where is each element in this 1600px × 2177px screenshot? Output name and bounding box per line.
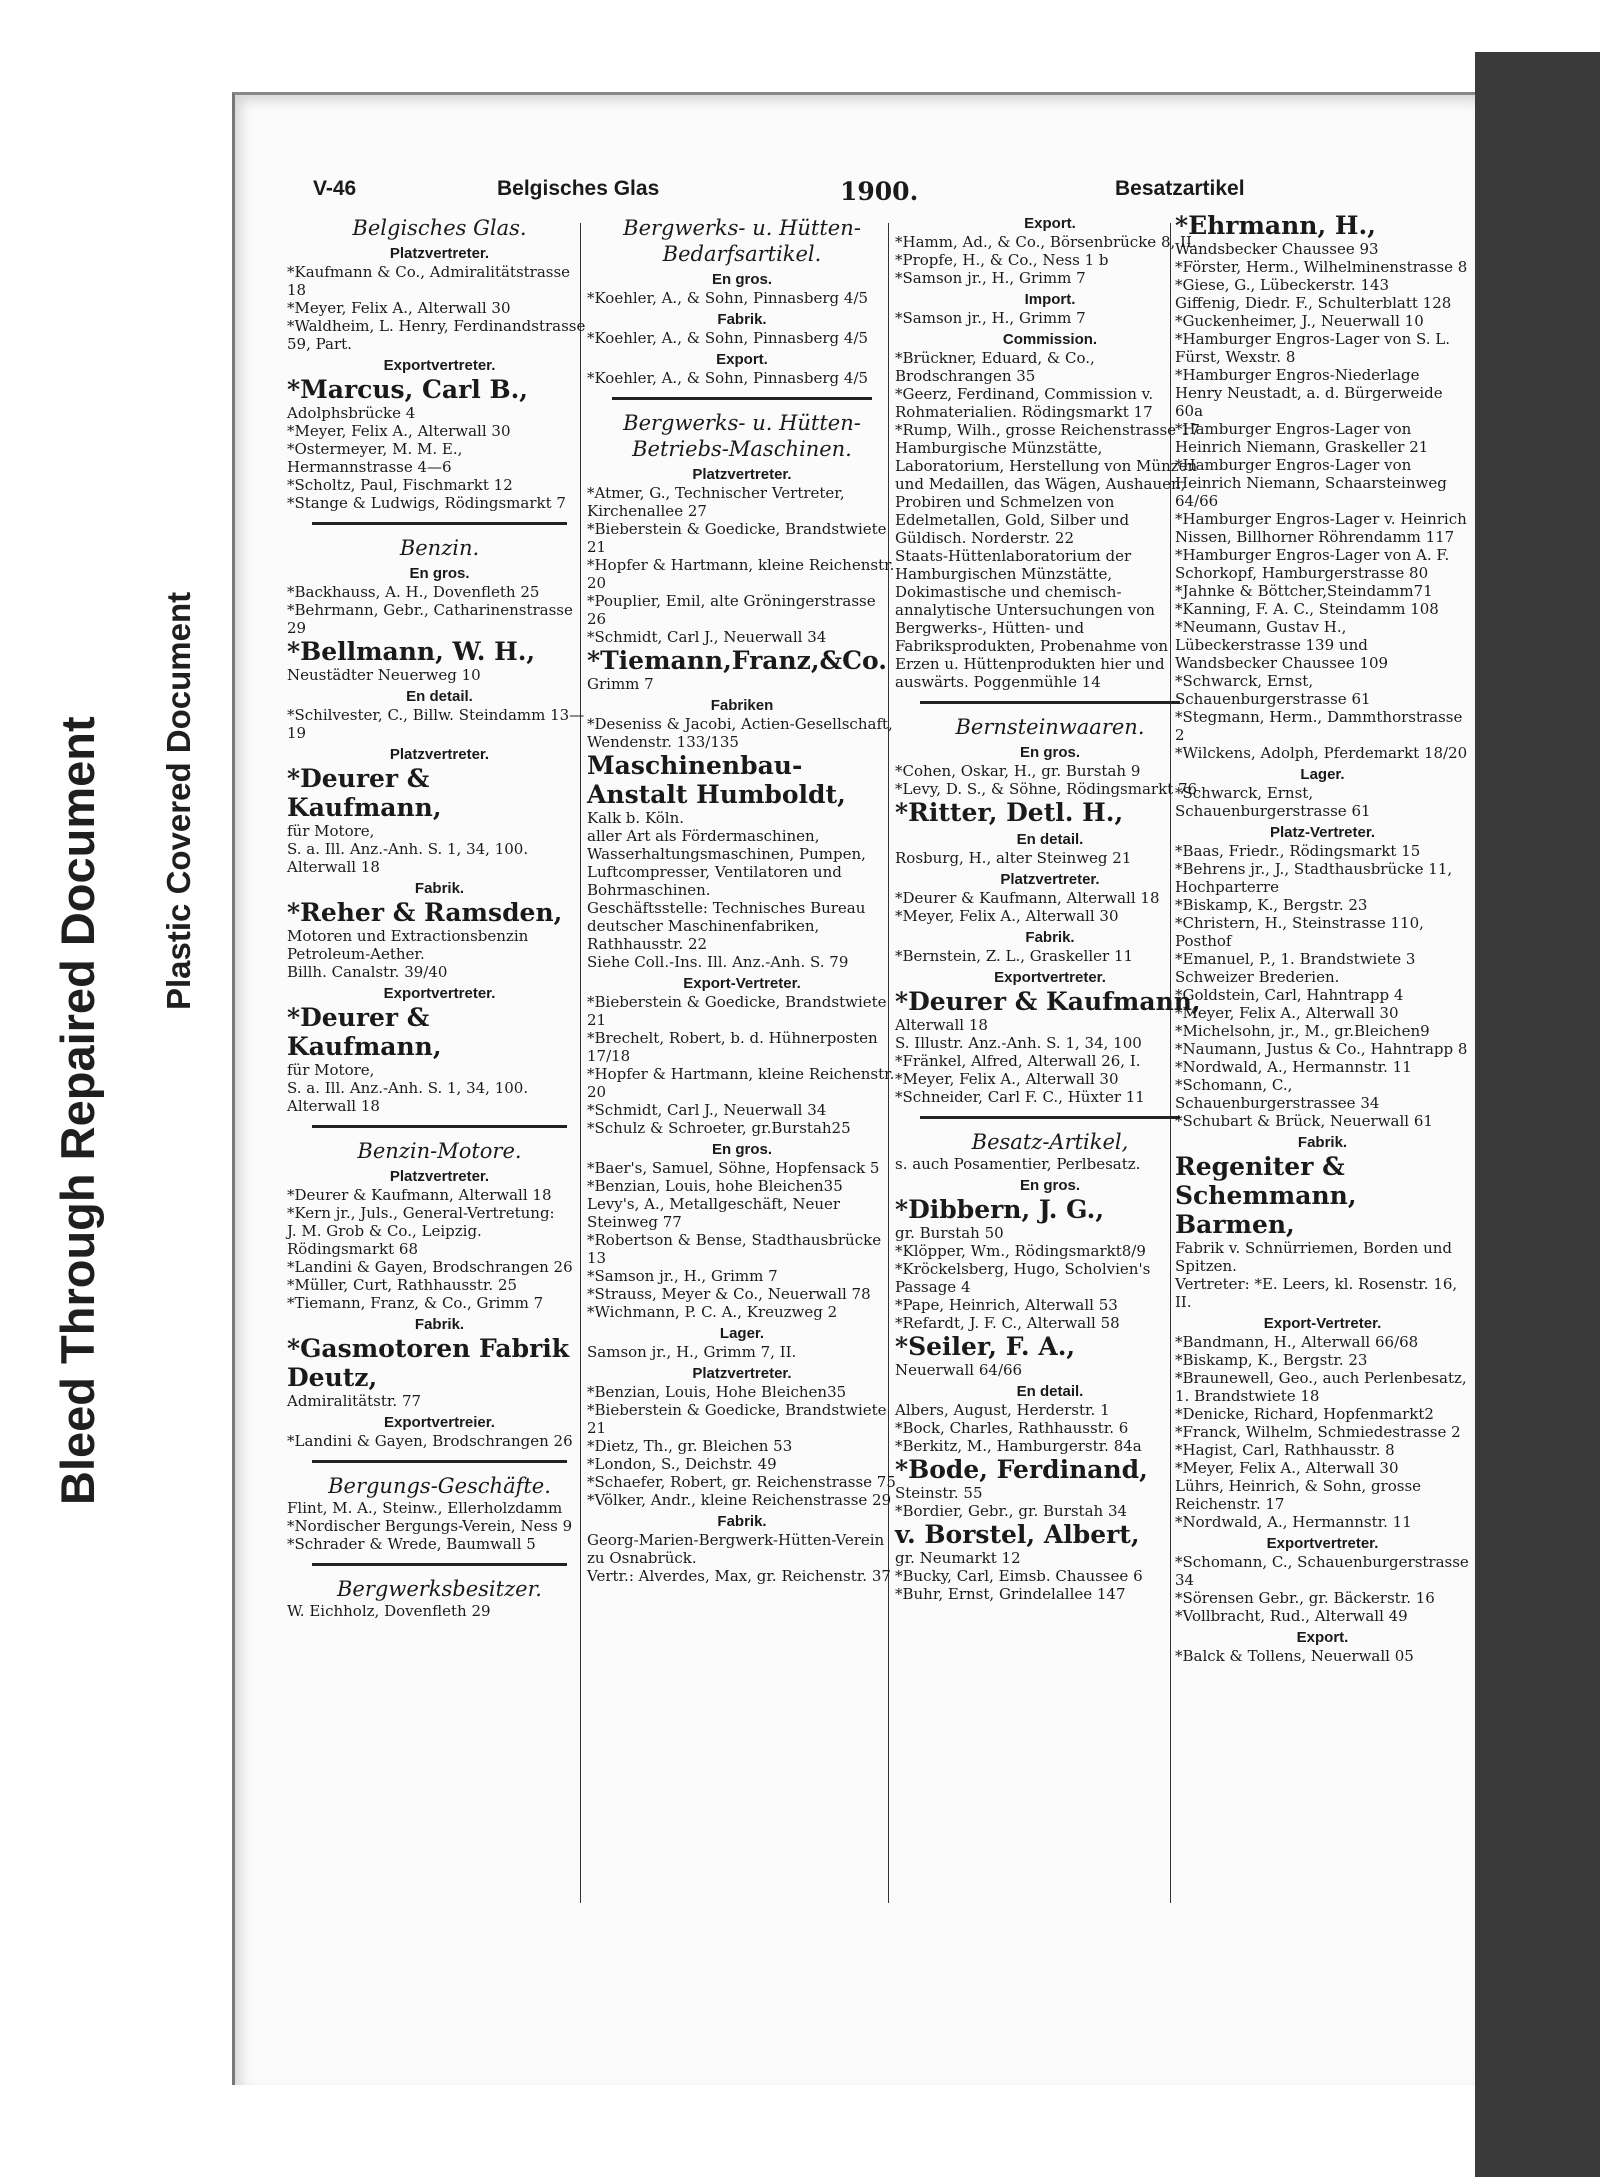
directory-entry: *Hamburger Engros-Lager von Heinrich Niemann, Graskeller 21 [1175,420,1429,456]
subsection-heading: Fabrik. [717,1513,767,1530]
directory-entry: Samson jr., H., Grimm 7, II. [587,1343,797,1361]
directory-entry: *Biskamp, K., Bergstr. 23 [1175,1351,1368,1369]
directory-entry: *Schaefer, Robert, gr. Reichenstrasse 75 [587,1473,896,1491]
subsection-heading: Fabrik. [717,311,767,328]
section-heading: Bergwerksbesitzer. [337,1577,542,1601]
directory-entry: Georg-Marien-Bergwerk-Hütten-Verein zu Osnabrück. [587,1531,885,1567]
directory-entry: Neustädter Neuerweg 10 [287,666,481,684]
subsection-heading: Fabriken [710,697,774,714]
directory-entry: *Deseniss & Jacobi, Actien-Gesellschaft, Wendenstr. 133/135 [587,715,893,751]
section-rule [612,397,872,400]
directory-entry: *Schmidt, Carl J., Neuerwall 34 [587,1101,827,1119]
directory-entry: *Behrens jr., J., Stadthausbrücke 11, Hochparterre [1175,860,1453,896]
directory-entry: *Levy, D. S., & Söhne, Rödingsmarkt 76 [895,780,1198,798]
subsection-heading: Exportvertreter. [383,357,496,374]
directory-entry: *Balck & Tollens, Neuerwall 05 [1175,1647,1414,1665]
directory-entry: für Motore, [287,822,375,840]
directory-entry: *Nordischer Bergungs-Verein, Ness 9 [287,1517,573,1535]
directory-entry: *Cohen, Oskar, H., gr. Burstah 9 [895,762,1141,780]
column-2 [587,211,897,1585]
directory-entry: *Schneider, Carl F. C., Hüxter 11 [895,1088,1145,1106]
subsection-heading: En gros. [711,1141,772,1158]
featured-entry: *Deurer & Kaufmann, [287,1003,442,1061]
featured-entry: *Ritter, Detl. H., [895,798,1124,827]
directory-entry: Vertr.: Alverdes, Max, gr. Reichenstr. 37 [587,1567,891,1585]
directory-entry: *Kröckelsberg, Hugo, Scholvien's Passage 4 [895,1260,1151,1296]
directory-entry: *Hamburger Engros-Lager von S. L. Fürst, Wexstr. 8 [1175,330,1451,366]
section-heading: Bergungs-Geschäfte. [328,1474,551,1498]
directory-entry: *Jahnke & Böttcher,Steindamm71 [1175,582,1433,600]
directory-entry: S. a. Ill. Anz.-Anh. S. 1, 34, 100. [287,1079,529,1097]
featured-entry: *Seiler, F. A., [895,1332,1076,1361]
directory-entry: S. a. Ill. Anz.-Anh. S. 1, 34, 100. [287,840,529,858]
directory-entry: Grimm 7 [587,675,654,693]
directory-entry: *Emanuel, P., 1. Brandstwiete 3 Schweizer Brederien. [1175,950,1416,986]
subsection-heading: Export-Vertreter. [683,975,801,992]
directory-entry: *Bieberstein & Goedicke, Brandstwiete 21 [587,1401,887,1437]
directory-entry: Neuerwall 64/66 [895,1361,1023,1379]
directory-entry: gr. Neumarkt 12 [895,1549,1021,1567]
directory-entry: *Hamburger Engros-Lager von A. F. Schorkopf, Hamburgerstrasse 80 [1175,546,1450,582]
directory-entry: *Giese, G., Lübeckerstr. 143 [1175,276,1390,294]
directory-entry: *Deurer & Kaufmann, Alterwall 18 [287,1186,552,1204]
directory-entry: *Behrmann, Gebr., Catharinenstrasse 29 [287,601,573,637]
directory-entry: *Meyer, Felix A., Alterwall 30 [287,422,511,440]
directory-entry: *Hamm, Ad., & Co., Börsenbrücke 8, II. [895,233,1197,251]
header-year: 1900. [840,177,919,206]
subsection-heading: Platz-Vertreter. [1269,824,1376,841]
directory-entry: *Hagist, Carl, Rathhausstr. 8 [1175,1441,1395,1459]
directory-entry: Albers, August, Herderstr. 1 [895,1401,1110,1419]
directory-entry: Giffenig, Diedr. F., Schulterblatt 128 [1175,294,1452,312]
directory-entry: *Meyer, Felix A., Alterwall 30 [287,299,511,317]
section-rule [920,701,1180,704]
subsection-heading: Export. [716,351,768,368]
directory-entry: *Berkitz, M., Hamburgerstr. 84a [895,1437,1142,1455]
directory-entry: *Baer's, Samuel, Söhne, Hopfensack 5 [587,1159,880,1177]
header-category: Belgisches Glas [497,177,660,200]
directory-entry: *Rump, Wilh., grosse Reichenstrasse 17 [895,421,1200,439]
subsection-heading: Fabrik. [414,1316,465,1333]
subsection-heading: En gros. [409,565,470,582]
section-rule [920,1116,1180,1119]
section-heading: Bernsteinwaaren. [955,715,1145,739]
directory-entry: Lührs, Heinrich, & Sohn, grosse Reichenstr. 17 [1175,1477,1422,1513]
featured-entry: *Reher & Ramsden, [287,898,563,927]
subsection-heading: En gros. [711,271,772,288]
directory-entry: *Fränkel, Alfred, Alterwall 26, I. [895,1052,1141,1070]
subsection-heading: Export-Vertreter. [1263,1315,1382,1332]
directory-entry: *Schmidt, Carl J., Neuerwall 34 [587,628,827,646]
directory-entry: *Atmer, G., Technischer Vertreter, Kirchenallee 27 [587,484,845,520]
subsection-heading: Exportvertreter. [994,969,1106,986]
section-heading: Benzin-Motore. [357,1139,522,1163]
directory-entry: *Refardt, J. F. C., Alterwall 58 [895,1314,1120,1332]
directory-entry: *Wilckens, Adolph, Pferdemarkt 18/20 [1175,744,1468,762]
featured-entry: *Dibbern, J. G., [895,1195,1105,1224]
directory-entry: *Meyer, Felix A., Alterwall 30 [1175,1459,1399,1477]
directory-entry: Levy's, A., Metallgeschäft, Neuer Steinweg 77 [587,1195,841,1231]
directory-entry: *Naumann, Justus & Co., Hahntrapp 8 [1175,1040,1468,1058]
directory-entry: *Nordwald, A., Hermannstr. 11 [1175,1513,1412,1531]
featured-entry: *Gasmotoren Fabrik Deutz, [287,1334,570,1392]
directory-entry: *Dietz, Th., gr. Bleichen 53 [587,1437,793,1455]
directory-entry: *Samson jr., H., Grimm 7 [895,309,1086,327]
featured-entry: *Bellmann, W. H., [287,637,536,666]
subsection-heading: Lager. [1300,766,1345,783]
subsection-heading: Import. [1024,291,1076,308]
section-heading: Benzin. [399,536,480,560]
directory-entry: *London, S., Deichstr. 49 [587,1455,777,1473]
directory-entry: *Schwarck, Ernst, Schauenburgerstrasse 61 [1175,672,1371,708]
directory-page [232,92,1475,2085]
subsection-heading: Platzvertreter. [389,746,490,763]
directory-entry: *Benzian, Louis, hohe Bleichen35 [587,1177,843,1195]
plastic-covered-stamp: Plastic Covered Document [160,591,197,1010]
section-heading: Belgisches Glas. [352,216,527,240]
directory-entry: J. M. Grob & Co., Leipzig. Rödingsmarkt 68 [287,1222,482,1258]
directory-entry: Hamburgische Münzstätte, Laboratorium, Herstellung von Münzen und Medaillen, das Wägen, Aushauen, Probiren und Schmelzen von Edelmetallen, Gold, Silber und Güldisch. Norderstr. 22 [895,439,1198,547]
directory-entry: *Koehler, A., & Sohn, Pinnasberg 4/5 [587,329,869,347]
directory-entry: *Bock, Charles, Rathhausstr. 6 [895,1419,1129,1437]
directory-entry: *Ostermeyer, M. M. E., Hermannstrasse 4—6 [287,440,463,476]
directory-entry: *Brückner, Eduard, & Co., Brodschrangen 35 [895,349,1095,385]
page-number: V-46 [313,177,357,200]
directory-entry: *Bernstein, Z. L., Graskeller 11 [895,947,1134,965]
directory-entry: Admiralitätstr. 77 [287,1392,422,1410]
directory-entry: Alterwall 18 [287,858,380,876]
subsection-heading: En detail. [406,688,473,705]
directory-entry: *Meyer, Felix A., Alterwall 30 [1175,1004,1399,1022]
directory-entry: Vertreter: *E. Leers, kl. Rosenstr. 16, II. [1175,1275,1458,1311]
directory-entry: *Bieberstein & Goedicke, Brandstwiete 21 [587,520,887,556]
subsection-heading: Export. [1024,215,1076,232]
directory-entry: Adolphsbrücke 4 [287,404,416,422]
directory-entry: *Tiemann, Franz, & Co., Grimm 7 [287,1294,544,1312]
featured-entry: *Bode, Ferdinand, [895,1455,1148,1484]
directory-entry: *Braunewell, Geo., auch Perlenbesatz, 1. Brandstwiete 18 [1175,1369,1467,1405]
directory-entry: Petroleum-Aether. [287,945,425,963]
directory-entry: *Stegmann, Herm., Dammthorstrasse 2 [1175,708,1463,744]
directory-entry: *Kanning, F. A. C., Steindamm 108 [1175,600,1439,618]
directory-entry: *Hopfer & Hartmann, kleine Reichenstr. 20 [587,1065,895,1101]
directory-entry: *Schulz & Schroeter, gr.Burstah25 [587,1119,851,1137]
directory-entry: *Bucky, Carl, Eimsb. Chaussee 6 [895,1567,1143,1585]
directory-entry: *Goldstein, Carl, Hahntrapp 4 [1175,986,1404,1004]
directory-entry: Fabrik v. Schnürriemen, Borden und Spitzen. [1175,1239,1453,1275]
directory-entry: *Stange & Ludwigs, Rödingsmarkt 7 [287,494,566,512]
directory-entry: *Wichmann, P. C. A., Kreuzweg 2 [587,1303,838,1321]
directory-entry: *Schubart & Brück, Neuerwall 61 [1175,1112,1433,1130]
directory-entry: *Koehler, A., & Sohn, Pinnasberg 4/5 [587,369,869,387]
directory-entry: Steinstr. 55 [895,1484,983,1502]
directory-entry: *Samson jr., H., Grimm 7 [895,269,1086,287]
directory-entry: *Klöpper, Wm., Rödingsmarkt8/9 [895,1242,1146,1260]
directory-entry: s. auch Posamentier, Perlbesatz. [895,1155,1141,1173]
directory-entry: *Schwarck, Ernst, Schauenburgerstrasse 61 [1175,784,1371,820]
subsection-heading: Export. [1296,1629,1349,1646]
directory-entry: *Schomann, C., Schauenburgerstrasse 34 [1175,1553,1469,1589]
directory-entry: *Baas, Friedr., Rödingsmarkt 15 [1175,842,1421,860]
directory-entry: aller Art als Fördermaschinen, Wasserhaltungsmaschinen, Pumpen, Luftcompresser, Ventilatoren und Bohrmaschinen. [587,827,866,899]
column-3 [895,211,1205,1603]
subsection-heading: Exportvertreter. [1266,1535,1379,1552]
directory-entry: *Buhr, Ernst, Grindelallee 147 [895,1585,1126,1603]
column-1 [287,211,592,1620]
directory-entry: *Hopfer & Hartmann, kleine Reichenstr. 20 [587,556,895,592]
section-rule [312,522,567,525]
subsection-heading: En gros. [1019,744,1080,761]
directory-entry: *Robertson & Bense, Stadthausbrücke 13 [587,1231,882,1267]
directory-entry: Billh. Canalstr. 39/40 [287,963,448,981]
directory-entry: Alterwall 18 [895,1016,988,1034]
subsection-heading: Commission. [1002,331,1098,348]
section-heading: Bergwerks- u. Hütten-Bedarfsartikel. [623,216,861,266]
directory-entry: *Franck, Wilhelm, Schmiedestrasse 2 [1175,1423,1461,1441]
subsection-heading: Platzvertreter. [1000,871,1100,888]
directory-entry: *Guckenheimer, J., Neuerwall 10 [1175,312,1424,330]
directory-entry: *Michelsohn, jr., M., gr.Bleichen9 [1175,1022,1430,1040]
directory-entry: *Müller, Curt, Rathhausstr. 25 [287,1276,518,1294]
directory-entry: *Völker, Andr., kleine Reichenstrasse 29 [587,1491,892,1509]
bleed-through-stamp: Bleed Through Repaired Document [51,716,104,1505]
directory-entry: Flint, M. A., Steinw., Ellerholzdamm [287,1499,563,1517]
directory-entry: für Motore, [287,1061,375,1079]
directory-entry: *Biskamp, K., Bergstr. 23 [1175,896,1368,914]
directory-entry: *Samson jr., H., Grimm 7 [587,1267,778,1285]
directory-entry: S. Illustr. Anz.-Anh. S. 1, 34, 100 [895,1034,1142,1052]
directory-entry: *Bordier, Gebr., gr. Burstah 34 [895,1502,1128,1520]
directory-entry: Staats-Hüttenlaboratorium der Hamburgischen Münzstätte, Dokimastische und chemisch-annalytische Untersuchungen von Bergwerks-, Hütten- und Fabriksprodukten, Probenahme von Erzen u. Hüttenprodukten hier und auswärts. Poggenmühle 14 [895,547,1169,691]
directory-entry: *Landini & Gayen, Brodschrangen 26 [287,1432,573,1450]
subsection-heading: En detail. [1016,1383,1084,1400]
directory-entry: *Deurer & Kaufmann, Alterwall 18 [895,889,1160,907]
subsection-heading: Platzvertreter. [692,1365,792,1382]
directory-entry: *Kaufmann & Co., Admiralitätstrasse 18 [287,263,571,299]
directory-entry: *Pouplier, Emil, alte Gröningerstrasse 26 [587,592,876,628]
directory-entry: gr. Burstah 50 [895,1224,1004,1242]
subsection-heading: Exportvertreter. [383,985,496,1002]
directory-entry: *Denicke, Richard, Hopfenmarkt2 [1175,1405,1434,1423]
subsection-heading: Platzvertreter. [389,1168,490,1185]
subsection-heading: Fabrik. [1025,929,1075,946]
directory-entry: *Schilvester, C., Billw. Steindamm 13—19 [287,706,585,742]
directory-entry: *Schrader & Wrede, Baumwall 5 [287,1535,536,1553]
subsection-heading: Lager. [719,1325,765,1342]
featured-entry: *Deurer & Kaufmann, [287,764,442,822]
directory-entry: *Hamburger Engros-Lager v. Heinrich Nissen, Billhorner Röhrendamm 117 [1175,510,1467,546]
directory-entry: *Backhauss, A. H., Dovenfleth 25 [287,583,540,601]
subsection-heading: Exportvertreier. [384,1414,495,1431]
featured-entry: Regeniter & Schemmann, Barmen, [1175,1152,1357,1239]
subsection-heading: Fabrik. [414,880,465,897]
directory-entry: Wandsbecker Chaussee 93 [1175,240,1379,258]
directory-entry: *Brechelt, Robert, b. d. Hühnerposten 17/18 [587,1029,878,1065]
subsection-heading: Fabrik. [1297,1134,1348,1151]
directory-entry: *Schomann, C., Schauenburgerstrassee 34 [1175,1076,1380,1112]
subsection-heading: Platzvertreter. [692,466,792,483]
directory-entry: Rosburg, H., alter Steinweg 21 [895,849,1132,867]
featured-entry: *Ehrmann, H., [1175,211,1376,240]
directory-entry: *Vollbracht, Rud., Alterwall 49 [1175,1607,1408,1625]
subsection-heading: Platzvertreter. [389,245,490,262]
directory-entry: *Hamburger Engros-Niederlage Henry Neustadt, a. d. Bürgerweide 60a [1175,366,1443,420]
directory-entry: *Geerz, Ferdinand, Commission v. Rohmaterialien. Rödingsmarkt 17 [895,385,1154,421]
directory-entry: *Meyer, Felix A., Alterwall 30 [895,907,1119,925]
directory-entry: *Neumann, Gustav H., Lübeckerstrasse 139 und Wandsbecker Chaussee 109 [1175,618,1389,672]
section-rule [312,1563,567,1566]
featured-entry: *Deurer & Kaufmann, [895,987,1201,1016]
directory-entry: *Strauss, Meyer & Co., Neuerwall 78 [587,1285,871,1303]
directory-entry: *Benzian, Louis, Hohe Bleichen35 [587,1383,847,1401]
directory-entry: *Waldheim, L. Henry, Ferdinandstrasse 59, Part. [287,317,586,353]
section-heading: Bergwerks- u. Hütten-Betriebs-Maschinen. [623,411,861,461]
directory-entry: *Hamburger Engros-Lager von Heinrich Niemann, Schaarsteinweg 64/66 [1175,456,1447,510]
featured-entry: *Marcus, Carl B., [287,375,529,404]
featured-entry: *Tiemann,Franz,&Co. [587,646,887,675]
directory-entry: *Förster, Herm., Wilhelminenstrasse 8 [1175,258,1468,276]
directory-entry: *Scholtz, Paul, Fischmarkt 12 [287,476,513,494]
directory-entry: *Bieberstein & Goedicke, Brandstwiete 21 [587,993,887,1029]
subsection-heading: En detail. [1016,831,1084,848]
directory-entry: *Koehler, A., & Sohn, Pinnasberg 4/5 [587,289,869,307]
section-rule [312,1460,567,1463]
directory-entry: W. Eichholz, Dovenfleth 29 [287,1602,491,1620]
section-rule [312,1125,567,1128]
directory-entry: *Pape, Heinrich, Alterwall 53 [895,1296,1118,1314]
featured-entry: v. Borstel, Albert, [895,1520,1140,1549]
header-right-category: Besatzartikel [1115,177,1245,200]
directory-entry: *Meyer, Felix A., Alterwall 30 [895,1070,1119,1088]
directory-entry: *Propfe, H., & Co., Ness 1 b [895,251,1109,269]
section-heading: Besatz-Artikel, [971,1130,1129,1154]
directory-entry: Kalk b. Köln. [587,809,685,827]
directory-entry: *Bandmann, H., Alterwall 66/68 [1175,1333,1419,1351]
column-4 [1175,211,1470,1665]
subsection-heading: En gros. [1019,1177,1080,1194]
directory-entry: *Christern, H., Steinstrasse 110, Posthof [1175,914,1424,950]
directory-entry: *Sörensen Gebr., gr. Bäckerstr. 16 [1175,1589,1435,1607]
scan-dark-edge [1475,52,1600,2177]
directory-entry: Alterwall 18 [287,1097,380,1115]
directory-entry: Geschäftsstelle: Technisches Bureau deutscher Maschinenfabriken, Rathhausstr. 22 [587,899,866,953]
directory-entry: *Kern jr., Juls., General-Vertretung: [287,1204,555,1222]
directory-entry: Siehe Coll.-Ins. Ill. Anz.-Anh. S. 79 [587,953,849,971]
directory-entry: *Nordwald, A., Hermannstr. 11 [1175,1058,1412,1076]
running-header [235,177,1475,213]
featured-entry: Maschinenbau-Anstalt Humboldt, [587,751,846,809]
scan-top-margin [0,0,1600,50]
directory-entry: Motoren und Extractionsbenzin [287,927,529,945]
directory-entry: *Landini & Gayen, Brodschrangen 26 [287,1258,573,1276]
